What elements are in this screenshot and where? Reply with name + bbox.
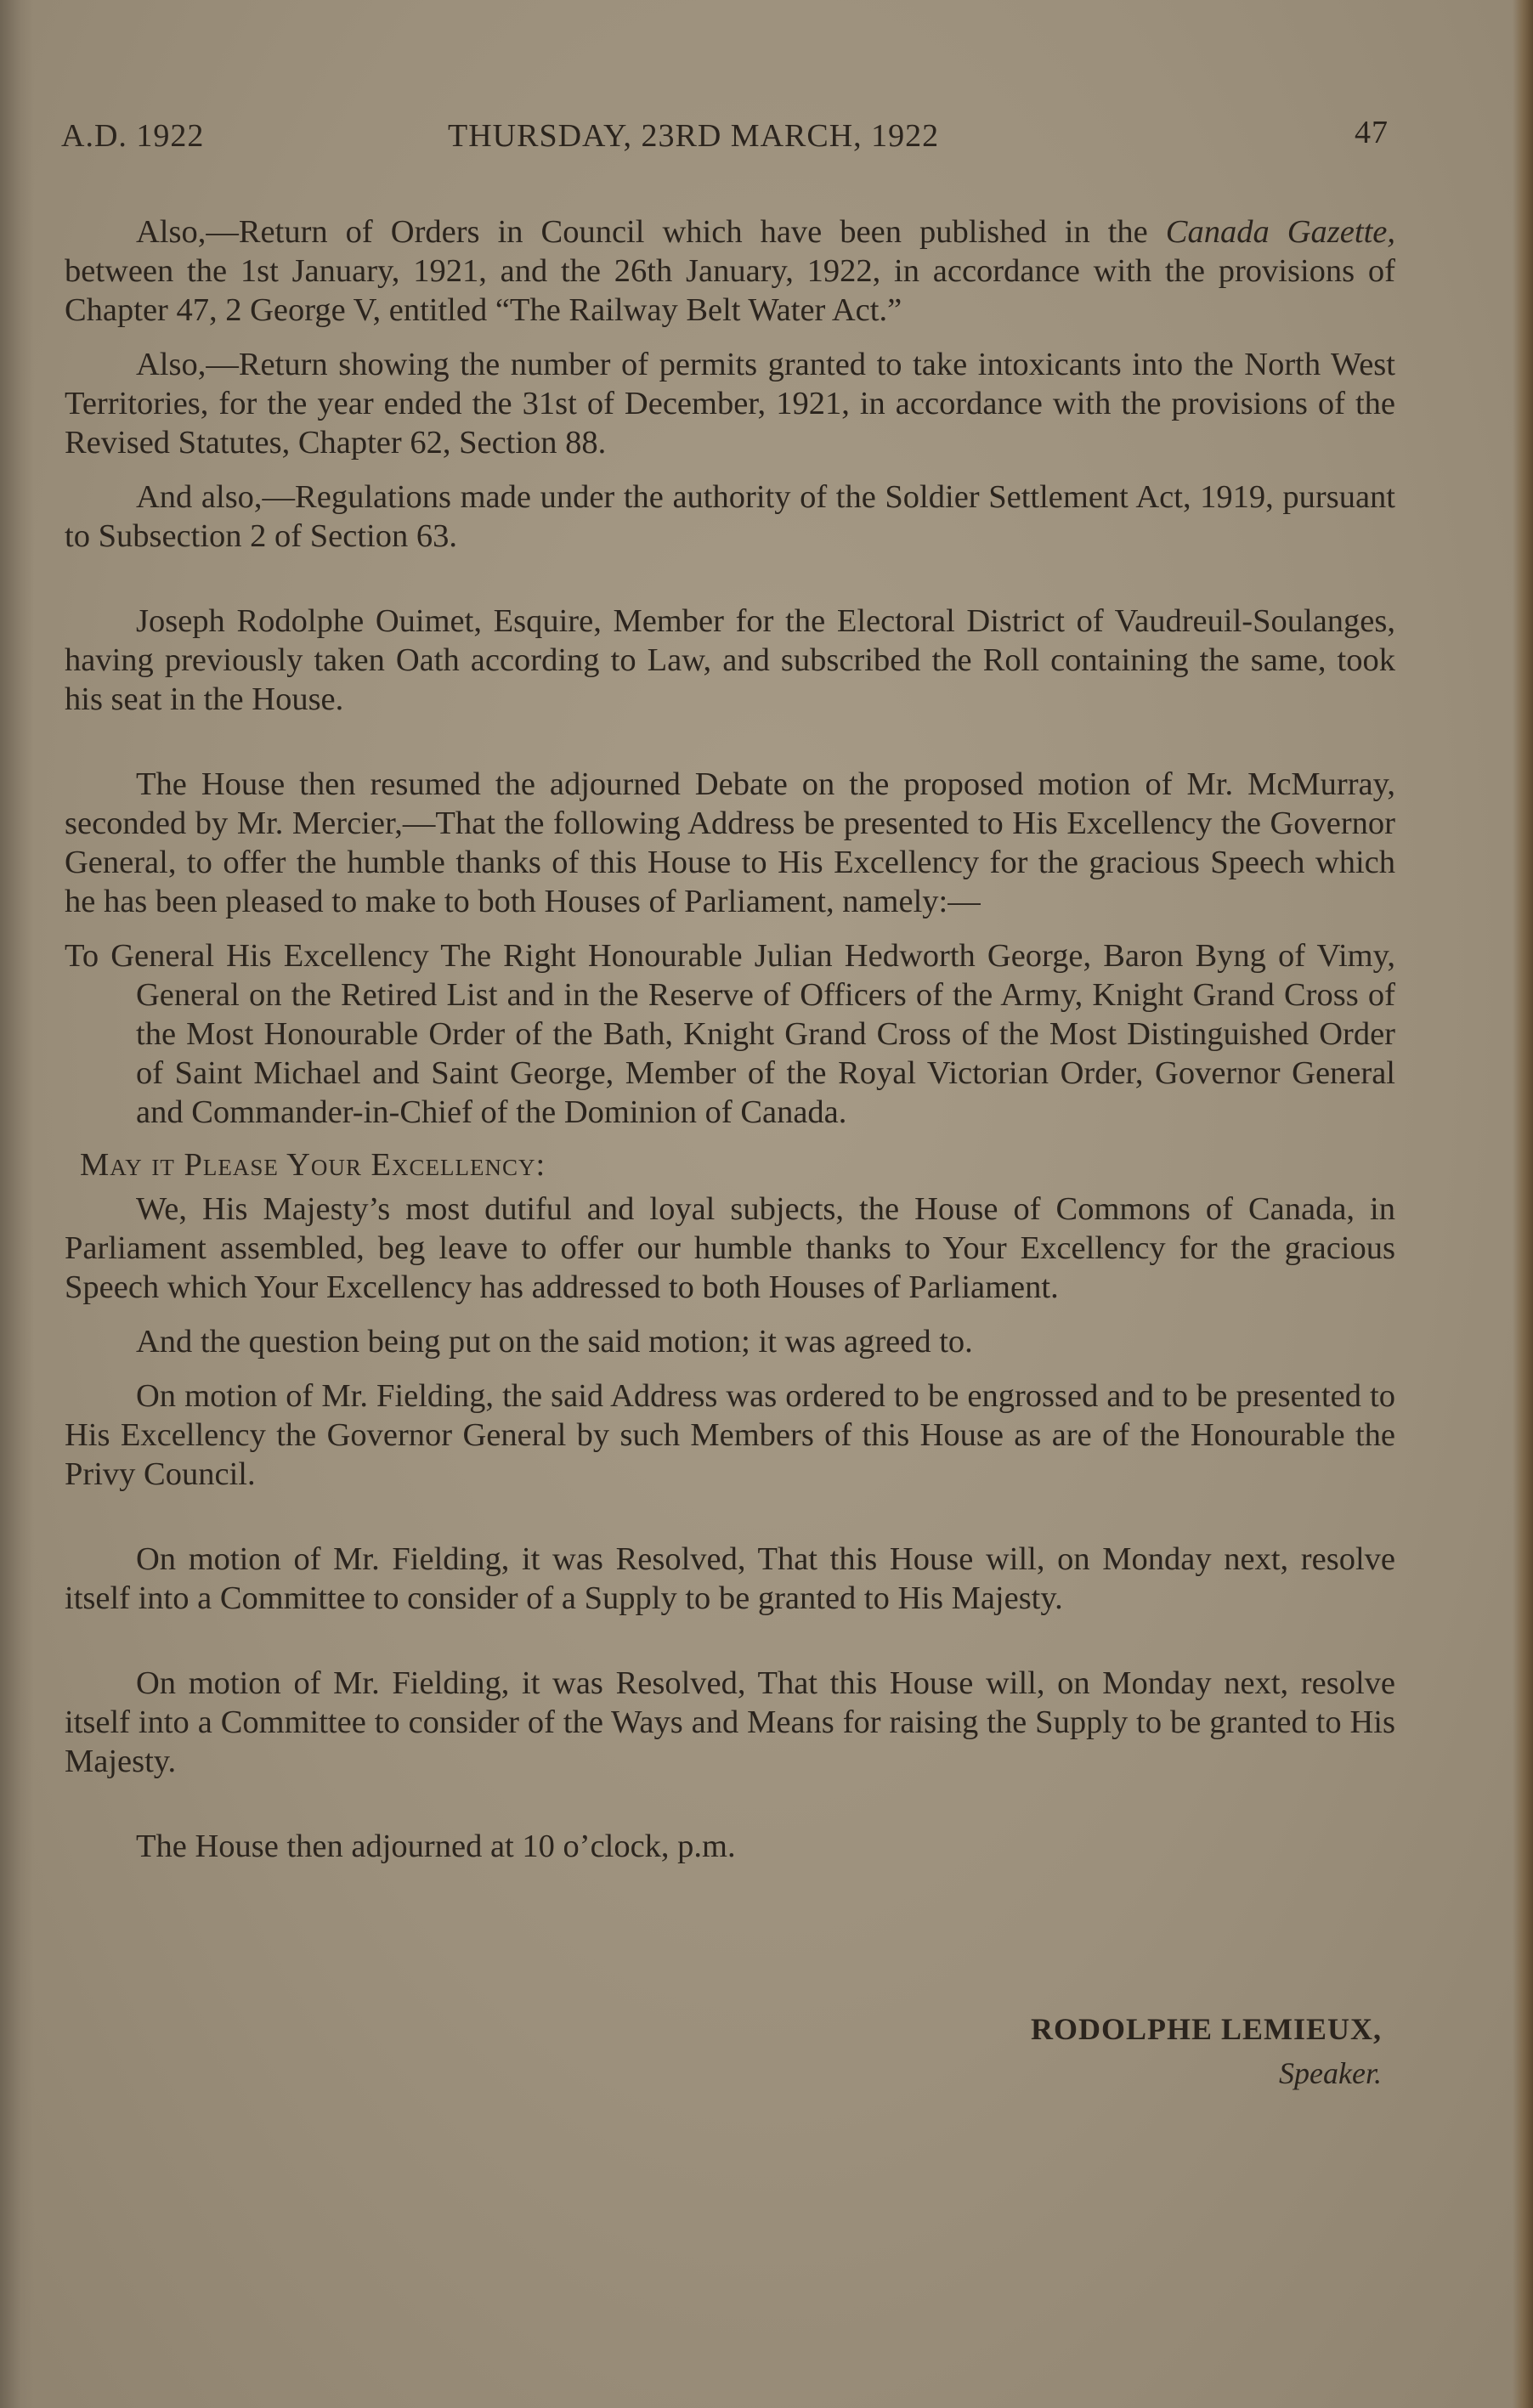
page-binding-right — [1513, 0, 1533, 2408]
gazette-title: Canada Gazette, — [1165, 214, 1395, 250]
address-to-governor-general: To General His Excellency The Right Honourable Julian Hedworth George, Baron Byng of Vimy, General on the Retired List and in the Reserve of Officers of the Army, Knight Grand Cross of the Most Honourable Order of the Bath, Knight Grand Cross of the Most Distinguished Order of Saint Michael and Saint George, Member of the Royal Victorian Order, Governor General and Commander-in-Chief of the Dominion of Canada. — [65, 938, 1395, 1130]
page-header — [61, 117, 1389, 168]
paragraph-adjourned-debate: The House then resumed the adjourned Debate on the proposed motion of Mr. McMurray, seconded by Mr. Mercier,—That the following Address be presented to His Excellency the Governor General, to offer the humble thanks of this House to His Excellency for the gracious Speech which he has been pleased to make to both Houses of Parliament, namely:— — [65, 766, 1395, 919]
header-date: THURSDAY, 23RD MARCH, 1922 — [448, 118, 940, 154]
paragraph-question-agreed: And the question being put on the said motion; it was agreed to. — [136, 1324, 973, 1359]
speaker-signature — [1031, 2007, 1382, 2095]
paragraph-permits-return: Also,—Return showing the number of permits granted to take intoxicants into the North West Territories, for the year ended the 31st of December, 1921, in accordance with the provisions of the Revised Statutes, Chapter 62, Section 88. — [65, 347, 1395, 461]
paragraph-member-seated: Joseph Rodolphe Ouimet, Esquire, Member for the Electoral District of Vaudreuil-Soulanges, having previously taken Oath according to Law, and subscribed the Roll containing the same, took his seat in the House. — [65, 603, 1395, 717]
paragraph-ways-and-means: On motion of Mr. Fielding, it was Resolved, That this House will, on Monday next, resolve itself into a Committee to consider of the Ways and Means for raising the Supply to be granted to His Majesty. — [65, 1665, 1395, 1779]
paragraph-supply-committee: On motion of Mr. Fielding, it was Resolved, That this House will, on Monday next, resolve itself into a Committee to consider of a Supply to be granted to His Majesty. — [65, 1541, 1395, 1616]
speaker-name: RODOLPHE LEMIEUX, — [1030, 2012, 1382, 2046]
page-number: 47 — [1355, 115, 1389, 150]
paragraph-orders-in-council: Also,—Return of Orders in Council which have been published in the Canada Gazette, between the 1st January, 1921, and the 26th January, 1922, in accordance with the provisions of Chapter 47, 2 George V, entitled “The Railway Belt Water Act.” — [65, 214, 1395, 328]
speaker-title: Speaker. — [1279, 2056, 1382, 2090]
paragraph-humble-thanks: We, His Majesty’s most dutiful and loyal subjects, the House of Commons of Canada, in Parliament assembled, beg leave to offer our humble thanks to Your Excellency for the gracious Speech which Your Excellency has addressed to both Houses of Parliament. — [65, 1191, 1395, 1305]
page-binding-left — [0, 0, 34, 2408]
header-year: A.D. 1922 — [61, 118, 205, 154]
journal-body — [65, 212, 1395, 1881]
paragraph-adjournment: The House then adjourned at 10 o’clock, p.m. — [136, 1829, 736, 1864]
paragraph-address-engrossed: On motion of Mr. Fielding, the said Address was ordered to be engrossed and to be presented to His Excellency the Governor General by such Members of this House as are of the Honourable the Privy Council. — [65, 1378, 1395, 1492]
paragraph-regulations: And also,—Regulations made under the authority of the Soldier Settlement Act, 1919, pursuant to Subsection 2 of Section 63. — [65, 479, 1395, 554]
salutation: May it Please Your Excellency: — [80, 1147, 546, 1183]
